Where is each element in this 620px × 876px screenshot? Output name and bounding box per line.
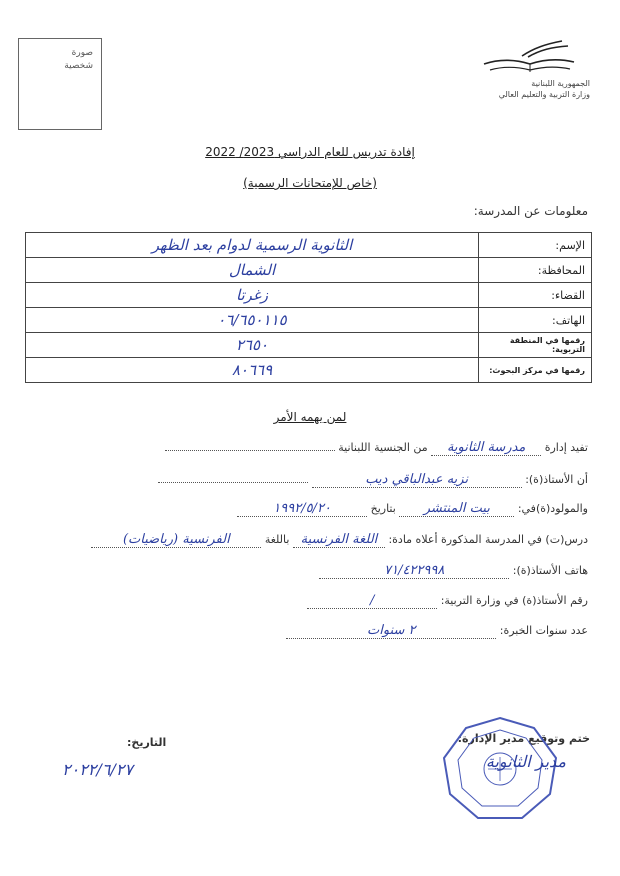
l1-prefix: تفيد إدارة — [544, 441, 588, 454]
table-row — [26, 333, 592, 358]
stamp-label: ختم وتوقيع مدير الإدارة: — [457, 732, 590, 745]
table-row — [26, 233, 592, 258]
l4-subject: اللغة الفرنسية — [300, 532, 378, 547]
statement-line-7 — [286, 623, 588, 639]
statement-line-2 — [158, 472, 588, 488]
label-research-number: رقمها في مركز البحوث: — [479, 358, 592, 383]
l3-date: ١٩٩٢/٥/٢٠ — [273, 501, 331, 516]
school-info-heading: معلومات عن المدرسة: — [473, 204, 588, 218]
to-whom-text: لمن يهمه الأمر — [273, 410, 347, 424]
label-name: الإسم: — [479, 233, 592, 258]
document-title-text: إفادة تدريس للعام الدراسي 2023/ 2022 — [205, 145, 415, 159]
l3-prefix: والمولود(ة)في: — [517, 502, 588, 515]
l7-value: ٢ سنوات — [367, 623, 416, 638]
to-whom-heading — [0, 410, 620, 424]
statement-line-1 — [165, 440, 588, 456]
l2-prefix: أن الأستاذ(ة): — [525, 473, 588, 486]
statement-line-3 — [237, 501, 588, 517]
value-governorate: الشمال — [228, 261, 276, 279]
photo-box-text — [64, 47, 93, 73]
statement-line-6 — [307, 593, 588, 609]
value-region-number: ٢٦٥٠ — [235, 336, 269, 354]
statement-line-5 — [319, 563, 588, 579]
l3-mid: بتاريخ — [370, 502, 396, 515]
l4-prefix: درس(ت) في المدرسة المذكورة أعلاه مادة: — [388, 533, 588, 546]
document-subtitle-text: (خاص للإمتحانات الرسمية) — [243, 176, 377, 190]
l3-place: بيت المنتشر — [423, 501, 490, 516]
l1-suffix: من الجنسية اللبنانية — [338, 441, 428, 454]
l1-value: مدرسة الثانوية — [446, 440, 526, 455]
label-region-number: رقمها في المنطقة التربوية: — [479, 333, 592, 358]
value-school-name: الثانوية الرسمية لدوام بعد الظهر — [151, 236, 353, 254]
ministry-name: وزارة التربية والتعليم العالي — [498, 90, 590, 99]
school-info-table — [25, 232, 592, 383]
date-label: التاريخ: — [127, 736, 167, 749]
open-book-logo-icon — [482, 38, 577, 78]
label-phone: الهاتف: — [479, 308, 592, 333]
l6-value: / — [369, 593, 375, 608]
value-phone: ٠٦/٦٥٠١١٥ — [217, 311, 287, 329]
table-row — [26, 308, 592, 333]
document-subtitle — [0, 176, 620, 190]
l4-language: الفرنسية (رياضيات) — [122, 532, 230, 547]
l5-prefix: هاتف الأستاذ(ة): — [512, 564, 588, 577]
table-row — [26, 283, 592, 308]
label-district: القضاء: — [479, 283, 592, 308]
signature: مدير الثانوية — [485, 752, 566, 771]
republic-name: الجمهورية اللبنانية — [531, 79, 590, 88]
date-value: ٢٠٢٢/٦/٢٧ — [62, 760, 133, 779]
l2-value: نزيه عبدالباقي ديب — [365, 472, 469, 487]
photo-label-1: صورة — [71, 48, 93, 58]
l6-prefix: رقم الأستاذ(ة) في وزارة التربية: — [440, 594, 588, 607]
photo-box — [18, 38, 102, 130]
document-title — [0, 145, 620, 159]
l4-mid: باللغة — [264, 533, 290, 546]
photo-label-2: شخصية — [64, 61, 93, 71]
statement-line-4 — [91, 532, 588, 548]
table-row — [26, 358, 592, 383]
value-research-number: ٨٠٦٦٩ — [231, 361, 273, 379]
l5-value: ٧١/٤٢٢٩٩٨ — [384, 563, 445, 578]
table-row — [26, 258, 592, 283]
ministry-header — [480, 78, 590, 100]
label-governorate: المحافظة: — [479, 258, 592, 283]
l7-prefix: عدد سنوات الخبرة: — [499, 624, 588, 637]
value-district: زغرتا — [235, 286, 269, 304]
